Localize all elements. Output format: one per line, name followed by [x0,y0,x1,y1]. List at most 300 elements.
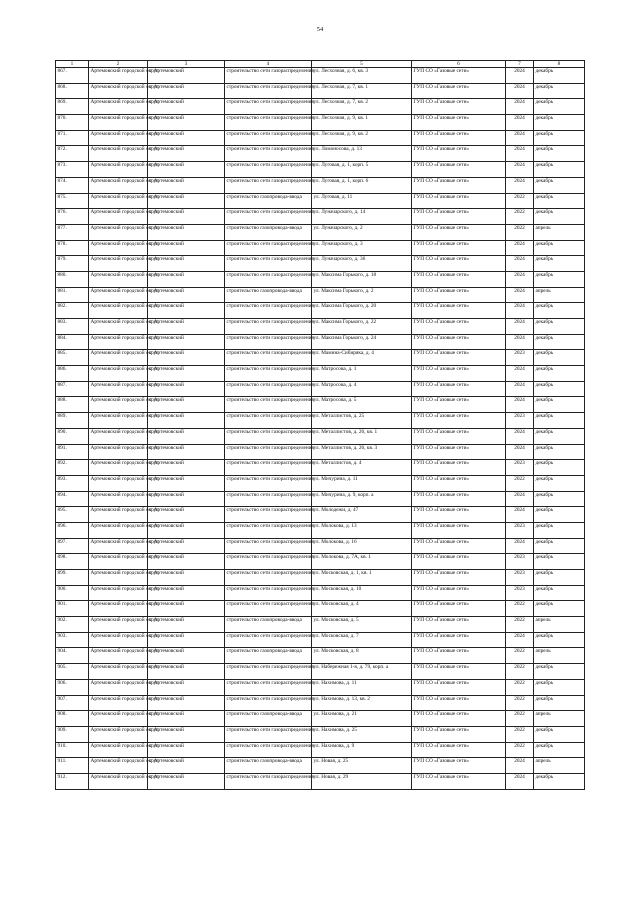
column-number-row [56,61,585,68]
organization-cell: ГУП СО «Газовые сети» [412,303,506,319]
locality-cell: г. Артемовский [148,679,225,695]
organization-cell: ГУП СО «Газовые сети» [412,664,506,680]
organization-cell: ГУП СО «Газовые сети» [412,224,506,240]
row-number: 912. [56,773,89,789]
locality-cell: г. Артемовский [148,381,225,397]
locality-cell: г. Артемовский [148,601,225,617]
organization-cell: ГУП СО «Газовые сети» [412,585,506,601]
address-cell: ул. Московская, д. 5 [312,617,412,633]
district-cell: Артемовский городской округ [89,193,148,209]
organization-cell: ГУП СО «Газовые сети» [412,475,506,491]
table-row [56,83,585,99]
month-cell: декабрь [534,664,585,680]
month-cell: декабрь [534,428,585,444]
month-cell: декабрь [534,271,585,287]
row-number: 887. [56,381,89,397]
locality-cell: г. Артемовский [148,711,225,727]
year-cell: 2022 [506,664,534,680]
table-row [56,271,585,287]
year-cell: 2024 [506,319,534,335]
table-row [56,287,585,303]
district-cell: Артемовский городской округ [89,758,148,774]
year-cell: 2024 [506,68,534,84]
year-cell: 2024 [506,115,534,131]
district-cell: Артемовский городской округ [89,146,148,162]
district-cell: Артемовский городской округ [89,209,148,225]
district-cell: Артемовский городской округ [89,538,148,554]
organization-cell: ГУП СО «Газовые сети» [412,679,506,695]
district-cell: Артемовский городской округ [89,334,148,350]
year-cell: 2022 [506,695,534,711]
table-row [56,632,585,648]
work-type-cell: строительство сети газораспределения [225,507,312,523]
month-cell: декабрь [534,146,585,162]
organization-cell: ГУП СО «Газовые сети» [412,695,506,711]
work-type-cell: строительство сети газораспределения [225,773,312,789]
year-cell: 2024 [506,256,534,272]
row-number: 878. [56,240,89,256]
table-row [56,334,585,350]
work-type-cell: строительство газопровода-ввода [225,224,312,240]
address-cell: ул. Лесхозная, д. 9, кв. 1 [312,115,412,131]
year-cell: 2024 [506,758,534,774]
district-cell: Артемовский городской округ [89,319,148,335]
locality-cell: г. Артемовский [148,617,225,633]
month-cell: декабрь [534,115,585,131]
month-cell: декабрь [534,413,585,429]
row-number: 875. [56,193,89,209]
district-cell: Артемовский городской округ [89,381,148,397]
district-cell: Артемовский городской округ [89,475,148,491]
locality-cell: г. Артемовский [148,664,225,680]
table-row [56,240,585,256]
row-number: 888. [56,397,89,413]
address-cell: ул. Лесхозная, д. 9, кв. 2 [312,130,412,146]
work-type-cell: строительство сети газораспределения [225,334,312,350]
row-number: 869. [56,99,89,115]
district-cell: Артемовский городской округ [89,115,148,131]
locality-cell: г. Артемовский [148,68,225,84]
month-cell: декабрь [534,68,585,84]
address-cell: ул. Лесхозная, д. 6, кв. 3 [312,68,412,84]
organization-cell: ГУП СО «Газовые сети» [412,162,506,178]
address-cell: ул. Лесхозная, д. 7, кв. 1 [312,83,412,99]
month-cell: декабрь [534,350,585,366]
table-row [56,538,585,554]
address-cell: ул. Максима Горького, д. 22 [312,319,412,335]
month-cell: декабрь [534,366,585,382]
locality-cell: г. Артемовский [148,538,225,554]
month-cell: декабрь [534,507,585,523]
table-row [56,460,585,476]
district-cell: Артемовский городской округ [89,240,148,256]
district-cell: Артемовский городской округ [89,413,148,429]
work-type-cell: строительство сети газораспределения [225,350,312,366]
organization-cell: ГУП СО «Газовые сети» [412,726,506,742]
locality-cell: г. Артемовский [148,742,225,758]
month-cell: декабрь [534,679,585,695]
district-cell: Артемовский городской округ [89,679,148,695]
year-cell: 2022 [506,193,534,209]
work-type-cell: строительство сети газораспределения [225,601,312,617]
address-cell: ул. Нахимова, д. 25 [312,726,412,742]
table-row [56,303,585,319]
district-cell: Артемовский городской округ [89,68,148,84]
month-cell: декабрь [534,397,585,413]
address-cell: ул. Московская, д. 4 [312,601,412,617]
organization-cell: ГУП СО «Газовые сети» [412,99,506,115]
month-cell: апрель [534,224,585,240]
locality-cell: г. Артемовский [148,256,225,272]
year-cell: 2024 [506,632,534,648]
table-row [56,162,585,178]
work-type-cell: строительство сети газораспределения [225,428,312,444]
month-cell: декабрь [534,570,585,586]
year-cell: 2024 [506,177,534,193]
row-number: 884. [56,334,89,350]
locality-cell: г. Артемовский [148,146,225,162]
year-cell: 2022 [506,679,534,695]
table-row [56,193,585,209]
month-cell: апрель [534,648,585,664]
district-cell: Артемовский городской округ [89,695,148,711]
address-cell: ул. Московская, д. 8 [312,648,412,664]
address-cell: ул. Максима Горького, д. 20 [312,303,412,319]
year-cell: 2022 [506,648,534,664]
month-cell: декабрь [534,773,585,789]
district-cell: Артемовский городской округ [89,177,148,193]
address-cell: ул. Луначарского, д. 36 [312,256,412,272]
row-number: 872. [56,146,89,162]
locality-cell: г. Артемовский [148,271,225,287]
district-cell: Артемовский городской округ [89,507,148,523]
month-cell: декабрь [534,585,585,601]
locality-cell: г. Артемовский [148,632,225,648]
row-number: 896. [56,522,89,538]
organization-cell: ГУП СО «Газовые сети» [412,601,506,617]
table-row [56,507,585,523]
district-cell: Артемовский городской округ [89,773,148,789]
table-row [56,397,585,413]
table-row [56,695,585,711]
table-row [56,366,585,382]
organization-cell: ГУП СО «Газовые сети» [412,632,506,648]
district-cell: Артемовский городской округ [89,224,148,240]
locality-cell: г. Артемовский [148,758,225,774]
row-number: 886. [56,366,89,382]
organization-cell: ГУП СО «Газовые сети» [412,334,506,350]
row-number: 879. [56,256,89,272]
year-cell: 2023 [506,350,534,366]
organization-cell: ГУП СО «Газовые сети» [412,773,506,789]
table-row [56,68,585,84]
year-cell: 2024 [506,381,534,397]
row-number: 906. [56,679,89,695]
table-row [56,679,585,695]
district-cell: Артемовский городской округ [89,648,148,664]
locality-cell: г. Артемовский [148,177,225,193]
row-number: 910. [56,742,89,758]
table-row [56,130,585,146]
work-type-cell: строительство сети газораспределения [225,209,312,225]
year-cell: 2024 [506,397,534,413]
row-number: 902. [56,617,89,633]
district-cell: Артемовский городской округ [89,397,148,413]
work-type-cell: строительство сети газораспределения [225,695,312,711]
row-number: 868. [56,83,89,99]
column-header: 7 [506,61,534,68]
address-cell: ул. Луначарского, д. 14 [312,209,412,225]
table-row [56,99,585,115]
address-cell: ул. Максима Горького, д. 18 [312,271,412,287]
address-cell: ул. Металлистов, д. 26, кв. 3 [312,444,412,460]
organization-cell: ГУП СО «Газовые сети» [412,83,506,99]
organization-cell: ГУП СО «Газовые сети» [412,570,506,586]
district-cell: Артемовский городской округ [89,287,148,303]
locality-cell: г. Артемовский [148,648,225,664]
organization-cell: ГУП СО «Газовые сети» [412,256,506,272]
work-type-cell: строительство сети газораспределения [225,554,312,570]
work-type-cell: строительство сети газораспределения [225,742,312,758]
locality-cell: г. Артемовский [148,366,225,382]
organization-cell: ГУП СО «Газовые сети» [412,538,506,554]
table-row [56,758,585,774]
column-header: 5 [312,61,412,68]
row-number: 911. [56,758,89,774]
month-cell: апрель [534,758,585,774]
locality-cell: г. Артемовский [148,491,225,507]
table-row [56,177,585,193]
month-cell: декабрь [534,240,585,256]
month-cell: декабрь [534,130,585,146]
row-number: 907. [56,695,89,711]
row-number: 890. [56,428,89,444]
locality-cell: г. Артемовский [148,475,225,491]
year-cell: 2023 [506,570,534,586]
organization-cell: ГУП СО «Газовые сети» [412,366,506,382]
year-cell: 2022 [506,601,534,617]
month-cell: декабрь [534,209,585,225]
organization-cell: ГУП СО «Газовые сети» [412,444,506,460]
address-cell: ул. Металлистов, д. 25 [312,413,412,429]
locality-cell: г. Артемовский [148,773,225,789]
month-cell: декабрь [534,381,585,397]
address-cell: ул. Нахимова, д. 11 [312,679,412,695]
address-cell: ул. Металлистов, д. 26, кв. 1 [312,428,412,444]
year-cell: 2024 [506,99,534,115]
locality-cell: г. Артемовский [148,428,225,444]
address-cell: ул. Нахимова, д. 9 [312,742,412,758]
row-number: 883. [56,319,89,335]
year-cell: 2024 [506,428,534,444]
year-cell: 2024 [506,538,534,554]
district-cell: Артемовский городской округ [89,460,148,476]
work-type-cell: строительство сети газораспределения [225,538,312,554]
organization-cell: ГУП СО «Газовые сети» [412,491,506,507]
row-number: 895. [56,507,89,523]
table-row [56,773,585,789]
year-cell: 2024 [506,271,534,287]
district-cell: Артемовский городской округ [89,256,148,272]
year-cell: 2024 [506,146,534,162]
month-cell: апрель [534,711,585,727]
year-cell: 2024 [506,303,534,319]
row-number: 871. [56,130,89,146]
work-type-cell: строительство сети газораспределения [225,68,312,84]
work-type-cell: строительство сети газораспределения [225,303,312,319]
locality-cell: г. Артемовский [148,585,225,601]
work-type-cell: строительство газопровода-ввода [225,648,312,664]
table-row [56,256,585,272]
organization-cell: ГУП СО «Газовые сети» [412,397,506,413]
locality-cell: г. Артемовский [148,209,225,225]
table-row [56,570,585,586]
locality-cell: г. Артемовский [148,726,225,742]
work-type-cell: строительство сети газораспределения [225,240,312,256]
district-cell: Артемовский городской округ [89,585,148,601]
table-row [56,711,585,727]
work-type-cell: строительство сети газораспределения [225,99,312,115]
work-type-cell: строительство сети газораспределения [225,522,312,538]
organization-cell: ГУП СО «Газовые сети» [412,319,506,335]
district-cell: Артемовский городской округ [89,99,148,115]
address-cell: ул. Матросова, д. 5 [312,397,412,413]
locality-cell: г. Артемовский [148,224,225,240]
address-cell: ул. Матросова, д. 4 [312,381,412,397]
table-row [56,444,585,460]
address-cell: ул. Луначарского, д. 2 [312,224,412,240]
year-cell: 2022 [506,475,534,491]
table-row [56,224,585,240]
organization-cell: ГУП СО «Газовые сети» [412,68,506,84]
work-type-cell: строительство сети газораспределения [225,115,312,131]
address-cell: ул. Максима Горького, д. 24 [312,334,412,350]
organization-cell: ГУП СО «Газовые сети» [412,146,506,162]
column-header: 2 [89,61,148,68]
row-number: 867. [56,68,89,84]
page-number: 54 [316,26,324,33]
work-type-cell: строительство сети газораспределения [225,726,312,742]
row-number: 874. [56,177,89,193]
address-cell: ул. Мамина-Сибиряка, д. 4 [312,350,412,366]
address-cell: ул. Московская, д. 10 [312,585,412,601]
locality-cell: г. Артемовский [148,303,225,319]
month-cell: декабрь [534,475,585,491]
address-cell: ул. Молокова, д. 16 [312,538,412,554]
organization-cell: ГУП СО «Газовые сети» [412,271,506,287]
work-type-cell: строительство сети газораспределения [225,319,312,335]
locality-cell: г. Артемовский [148,240,225,256]
locality-cell: г. Артемовский [148,319,225,335]
month-cell: декабрь [534,444,585,460]
district-cell: Артемовский городской округ [89,350,148,366]
district-cell: Артемовский городской округ [89,742,148,758]
table-row [56,115,585,131]
organization-cell: ГУП СО «Газовые сети» [412,460,506,476]
table-row [56,319,585,335]
table-row [56,648,585,664]
month-cell: декабрь [534,460,585,476]
district-cell: Артемовский городской округ [89,601,148,617]
locality-cell: г. Артемовский [148,554,225,570]
district-cell: Артемовский городской округ [89,726,148,742]
locality-cell: г. Артемовский [148,444,225,460]
month-cell: апрель [534,617,585,633]
organization-cell: ГУП СО «Газовые сети» [412,428,506,444]
work-type-cell: строительство газопровода-ввода [225,287,312,303]
year-cell: 2023 [506,522,534,538]
column-header: 3 [148,61,225,68]
row-number: 893. [56,475,89,491]
row-number: 900. [56,585,89,601]
month-cell: декабрь [534,256,585,272]
month-cell: декабрь [534,726,585,742]
year-cell: 2022 [506,617,534,633]
address-cell: ул. Молокова, д. 13 [312,522,412,538]
address-cell: ул. Новая, д. 25 [312,758,412,774]
district-cell: Артемовский городской округ [89,664,148,680]
table-row [56,428,585,444]
locality-cell: г. Артемовский [148,193,225,209]
year-cell: 2024 [506,507,534,523]
district-cell: Артемовский городской округ [89,444,148,460]
locality-cell: г. Артемовский [148,350,225,366]
district-cell: Артемовский городской округ [89,83,148,99]
work-type-cell: строительство сети газораспределения [225,366,312,382]
year-cell: 2024 [506,491,534,507]
work-type-cell: строительство сети газораспределения [225,475,312,491]
locality-cell: г. Артемовский [148,130,225,146]
year-cell: 2022 [506,711,534,727]
work-type-cell: строительство сети газораспределения [225,162,312,178]
organization-cell: ГУП СО «Газовые сети» [412,350,506,366]
address-cell: ул. Нахимова, д. 13, кв. 2 [312,695,412,711]
address-cell: ул. Мичурина, д. 9, корп. а [312,491,412,507]
row-number: 897. [56,538,89,554]
organization-cell: ГУП СО «Газовые сети» [412,413,506,429]
locality-cell: г. Артемовский [148,413,225,429]
address-cell: ул. Лесхозная, д. 7, кв. 2 [312,99,412,115]
district-cell: Артемовский городской округ [89,491,148,507]
row-number: 889. [56,413,89,429]
locality-cell: г. Артемовский [148,570,225,586]
organization-cell: ГУП СО «Газовые сети» [412,617,506,633]
address-cell: ул. Ломоносова, д. 13 [312,146,412,162]
district-cell: Артемовский городской округ [89,366,148,382]
year-cell: 2024 [506,240,534,256]
row-number: 892. [56,460,89,476]
organization-cell: ГУП СО «Газовые сети» [412,209,506,225]
address-cell: ул. Новая, д. 29 [312,773,412,789]
month-cell: декабрь [534,632,585,648]
district-cell: Артемовский городской округ [89,428,148,444]
work-type-cell: строительство сети газораспределения [225,632,312,648]
work-type-cell: строительство сети газораспределения [225,256,312,272]
column-header: 8 [534,61,585,68]
address-cell: ул. Максима Горького, д. 2 [312,287,412,303]
table-row [56,146,585,162]
locality-cell: г. Артемовский [148,397,225,413]
table-row [56,554,585,570]
organization-cell: ГУП СО «Газовые сети» [412,554,506,570]
row-number: 880. [56,271,89,287]
year-cell: 2022 [506,726,534,742]
month-cell: декабрь [534,334,585,350]
row-number: 901. [56,601,89,617]
row-number: 908. [56,711,89,727]
address-cell: ул. Московская, д. 7 [312,632,412,648]
organization-cell: ГУП СО «Газовые сети» [412,648,506,664]
